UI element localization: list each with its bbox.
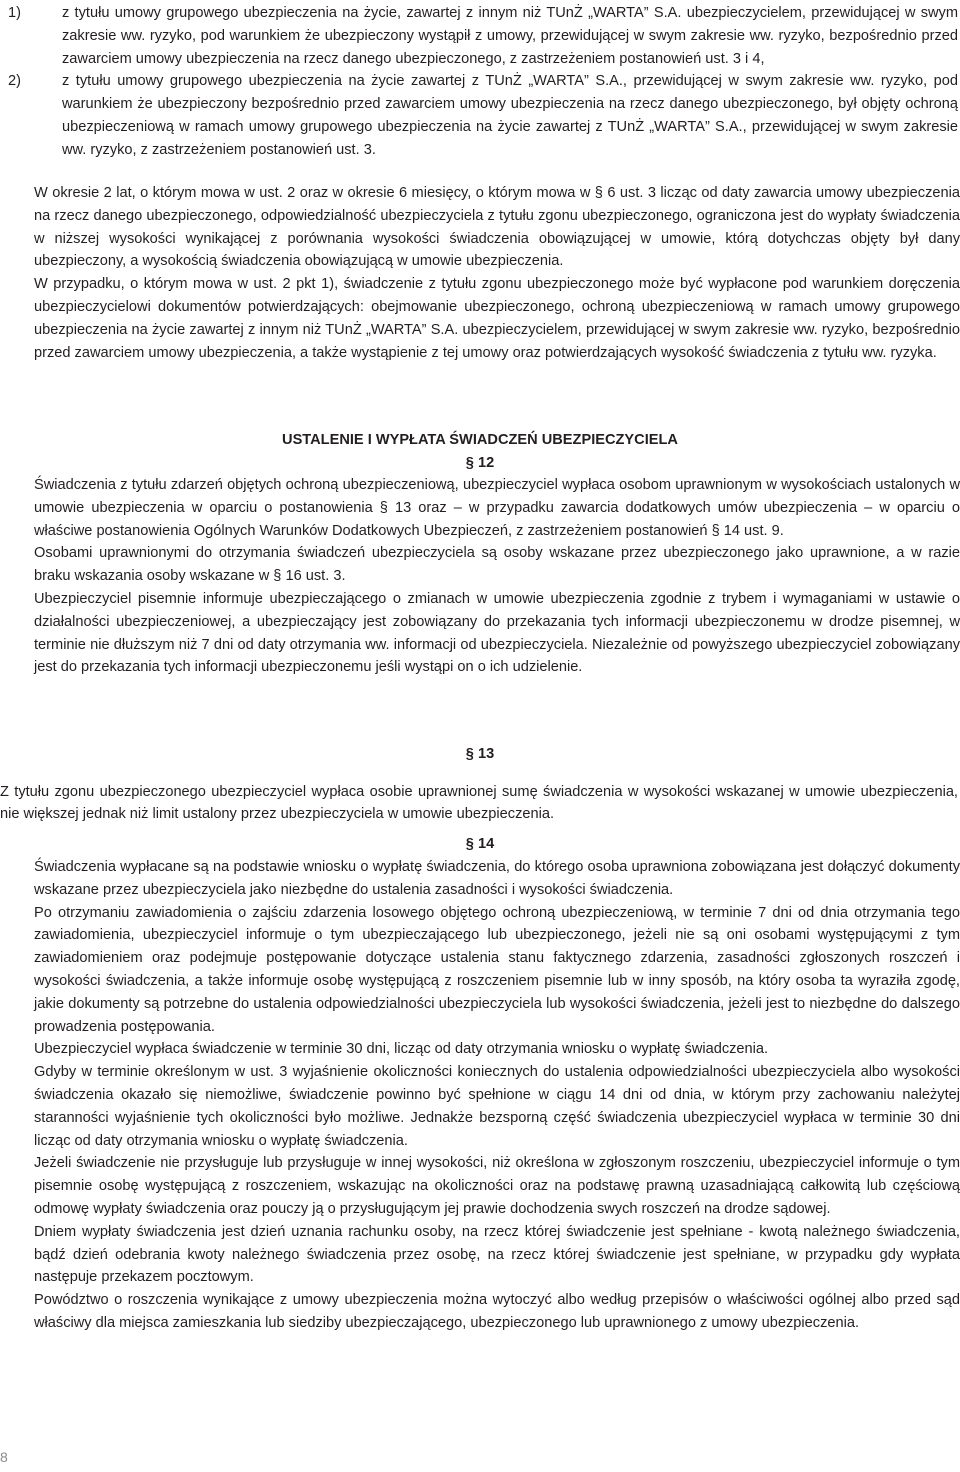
sub-item bbox=[8, 70, 958, 161]
point-text: Osobami uprawnionymi do otrzymania świadczeń ubezpieczyciela są osoby wskazane przez ubezpieczonego jako uprawnione, a w razie braku wskazania osoby wskazane w § 16 ust. 3. bbox=[34, 545, 960, 585]
paragraph-12-list bbox=[8, 474, 960, 679]
point-item bbox=[8, 182, 960, 273]
point-item bbox=[8, 474, 960, 542]
point-item bbox=[8, 273, 960, 364]
paragraph-13-text: Z tytułu zgonu ubezpieczonego ubezpieczyciel wypłaca osobie uprawnionej sumę świadczenia w wysokości wskazanej w umowie ubezpieczenia, nie większej jednak niż limit ustalony przez ubezpieczyciela w umowie ubezpieczenia. bbox=[0, 783, 958, 823]
point-item bbox=[8, 1038, 960, 1061]
point-item bbox=[8, 856, 960, 902]
point-text: Ubezpieczyciel wypłaca świadczenie w terminie 30 dni, licząc od daty otrzymania wniosku o wypłatę świadczenia. bbox=[34, 1041, 769, 1058]
page-number: 8 bbox=[0, 1449, 8, 1465]
sub-item bbox=[8, 2, 958, 70]
sub-item-text: z tytułu umowy grupowego ubezpieczenia na życie, zawartej z innym niż TUnŻ „WARTA” S.A. ubezpieczycielem, przewidującej w swym zakresie ww. ryzyko, pod warunkiem że ubezpieczony wystąpił z umowy, przewidującej w swym zakresie ww. ryzyko, bezpośrednio przed zawarciem umowy ubezpieczenia na rzecz danego ubezpieczonego, z zastrzeżeniem postanowień ust. 3 i 4, bbox=[62, 5, 958, 67]
point-item bbox=[8, 1152, 960, 1220]
point-item bbox=[8, 1289, 960, 1335]
point-text: Powództwo o roszczenia wynikające z umowy ubezpieczenia można wytoczyć albo według przepisów o właściwości ogólnej albo przed sąd właściwy dla miejsca zamieszkania lub siedziby ubezpieczającego, ubezpieczonego lub uprawnionego z umowy ubezpieczenia. bbox=[34, 1292, 960, 1331]
point-text: Gdyby w terminie określonym w ust. 3 wyjaśnienie okoliczności koniecznych do ustalenia odpowiedzialności ubezpieczyciela albo wysokości świadczenia okazało się niemożliwe, świadczenie powinno być spełnione w ciągu 14 dni od dnia, w którym przy zachowaniu należytej staranności wyjaśnienie tych okoliczności było możliwe. Jednakże bezsporną część świadczenia ubezpieczyciel wypłaca w terminie 30 dni licząc od daty otrzymania wniosku o wypłatę świadczenia. bbox=[34, 1064, 960, 1149]
paragraph-14-list bbox=[8, 856, 960, 1335]
sub-item-number: 2) bbox=[8, 73, 21, 90]
point-text: Świadczenia z tytułu zdarzeń objętych ochroną ubezpieczeniową, ubezpieczyciel wypłaca osobom uprawnionym w wysokościach ustalonych w umowie ubezpieczenia w oparciu o postanowienia § 13 oraz – w przypadku zawarcia dodatkowych umów ubezpieczenia – w oparciu o właściwe postanowienia Ogólnych Warunków Dodatkowych Ubezpieczeń, z zastrzeżeniem postanowień § 14 ust. 9. bbox=[34, 477, 960, 539]
point-item bbox=[8, 1061, 960, 1152]
point-text: Świadczenia wypłacane są na podstawie wniosku o wypłatę świadczenia, do którego osoba uprawniona zobowiązana jest dołączyć dokumenty wskazane przez ubezpieczyciela jako niezbędne do ustalenia zasadności i wysokości świadczenia. bbox=[34, 859, 960, 898]
point-item bbox=[8, 542, 960, 588]
point-item bbox=[8, 1221, 960, 1289]
sub-item-text: z tytułu umowy grupowego ubezpieczenia na życie zawartej z TUnŻ „WARTA” S.A., przewidującej w swym zakresie ww. ryzyko, pod warunkiem że ubezpieczony bezpośrednio przed zawarciem umowy ubezpieczenia na rzecz danego ubezpieczonego, był objęty ochroną ubezpieczeniową w ramach umowy grupowego ubezpieczenia na życie zawartej z TUnŻ „WARTA” S.A., przewidującej w swym zakresie ww. ryzyko, z zastrzeżeniem postanowień ust. 3. bbox=[62, 73, 958, 158]
paragraph-heading: § 13 bbox=[465, 746, 495, 762]
section-title: USTALENIE I WYPŁATA ŚWIADCZEŃ UBEZPIECZYCIELA bbox=[282, 432, 678, 448]
paragraph-heading: § 14 bbox=[465, 836, 495, 852]
point-item bbox=[8, 902, 960, 1039]
sub-item-number: 1) bbox=[8, 5, 21, 21]
sub-item-list bbox=[8, 2, 958, 162]
point-text: Jeżeli świadczenie nie przysługuje lub przysługuje w innej wysokości, niż określona w zgłoszonym roszczeniu, ubezpieczyciel informuje o tym pisemnie osobę występującą z roszczeniem, wskazując na okoliczności oraz na podstawę prawną uzasadniającą całkowitą lub częściową odmowę wypłaty świadczenia oraz pouczy ją o przysługującym jej prawie dochodzenia swych roszczeń na drodze sądowej. bbox=[34, 1155, 960, 1217]
point-text: Ubezpieczyciel pisemnie informuje ubezpieczającego o zmianach w umowie ubezpieczenia zgodnie z trybem i wymaganiami w ustawie o działalności ubezpieczeniowej, a ubezpieczający jest zobowiązany do przekazania tych informacji ubezpieczonemu w drodze pisemnej, w terminie nie dłuższym niż 7 dni od daty otrzymania ww. informacji od ubezpieczyciela. Niezależnie od powyższego ubezpieczyciel zobowiązany jest do przekazania tych informacji ubezpieczonemu jeśli wystąpi on o ich udzielenie. bbox=[34, 590, 960, 676]
point-item bbox=[8, 588, 960, 679]
paragraph-heading: § 12 bbox=[465, 455, 495, 471]
point-text: W przypadku, o którym mowa w ust. 2 pkt 1), świadczenie z tytułu zgonu ubezpieczonego może być wypłacone pod warunkiem doręczenia ubezpieczycielowi dokumentów potwierdzających: obejmowanie ubezpieczonego, ochroną ubezpieczeniową w ramach umowy grupowego ubezpieczenia na życie zawartej z innym niż TUnŻ „WARTA” S.A. ubezpieczycielem, przewidującej w swym zakresie ww. ryzyko, bezpośrednio przed zawarciem umowy ubezpieczenia, a także wystąpienie z tej umowy oraz potwierdzających wysokość świadczenia z tytułu ww. ryzyka. bbox=[34, 276, 960, 361]
point-text: W okresie 2 lat, o którym mowa w ust. 2 oraz w okresie 6 miesięcy, o którym mowa w § 6 ust. 3 licząc od daty zawarcia umowy ubezpieczenia na rzecz danego ubezpieczonego, odpowiedzialność ubezpieczyciela z tytułu zgonu ubezpieczonego, ograniczona jest do wypłaty świadczenia w niższej wysokości wynikającej z porównania wysokości świadczenia obowiązującej w umowie, którą dotychczas objęty był dany ubezpieczony, a wysokością świadczenia obowiązującą w umowie ubezpieczenia. bbox=[34, 185, 960, 270]
point-text: Dniem wypłaty świadczenia jest dzień uznania rachunku osoby, na rzecz której świadczenie jest spełniane - kwotą należnego świadczenia, bądź dzień odebrania kwoty należnego świadczenia przez osobę, na rzecz której świadczenie jest spełniane, w przypadku gdy wypłata następuje przekazem pocztowym. bbox=[34, 1223, 960, 1286]
point-text: Po otrzymaniu zawiadomienia o zajściu zdarzenia losowego objętego ochroną ubezpieczeniową, w terminie 7 dni od dnia otrzymania tego zawiadomienia, ubezpieczyciel informuje o tym ubezpieczającego lub ubezpieczonego, jeżeli nie są oni osobami występującymi z tym zawiadomieniem oraz podejmuje postępowanie dotyczące ustalenia stanu faktycznego zdarzenia, zasadności zgłoszonych roszczeń i wysokości świadczenia, a także informuje osobę występującą z roszczeniem pisemnie lub w inny sposób, na który osoba ta wyraziła zgodę, jakie dokumenty są potrzebne do ustalenia odpowiedzialności ubezpieczyciela lub wysokości świadczenia, jeżeli jest to niezbędne do dalszego prowadzenia postępowania. bbox=[34, 904, 960, 1035]
point-list bbox=[8, 182, 960, 364]
